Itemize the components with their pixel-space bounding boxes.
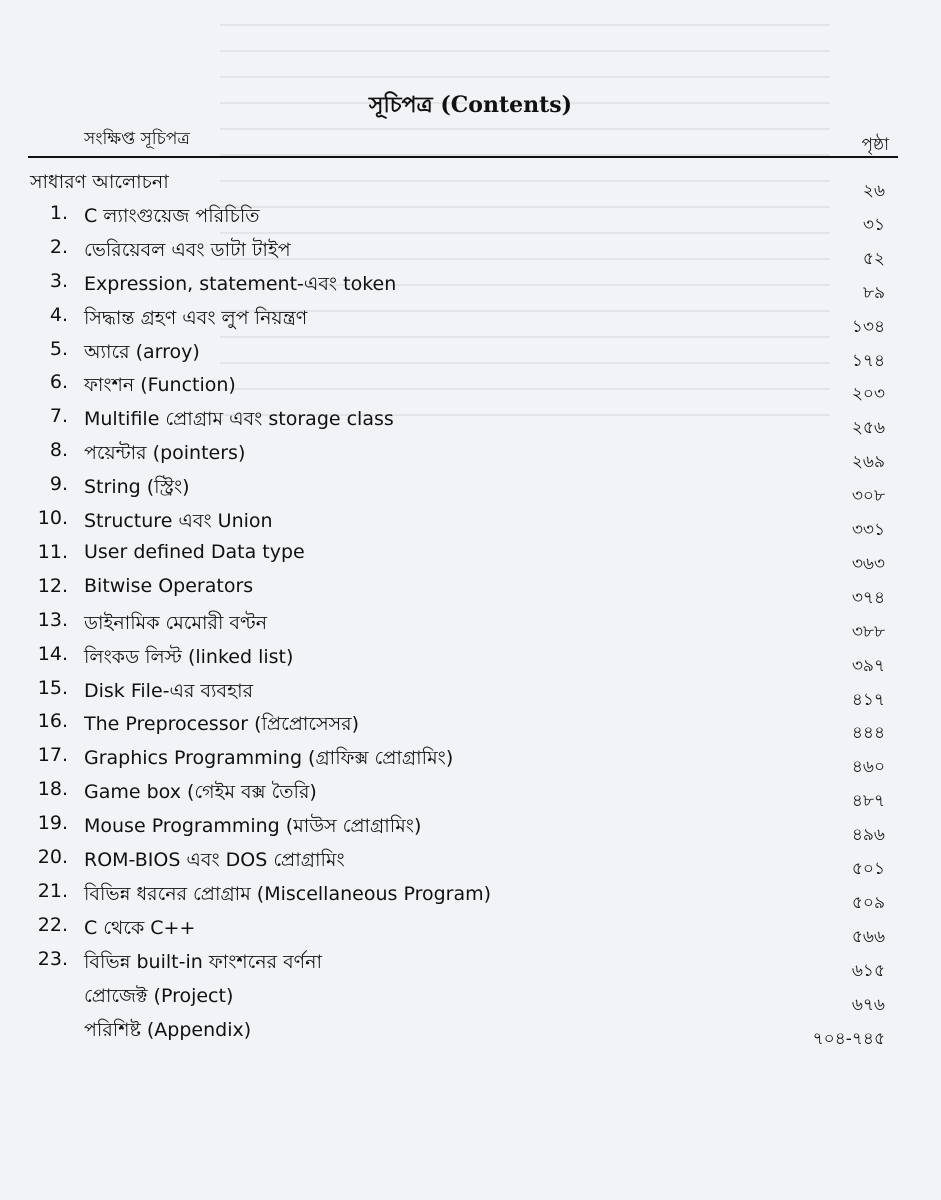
toc-entry	[0, 371, 941, 405]
chapter-title: পরিশিষ্ট (Appendix)	[84, 1018, 252, 1041]
toc-entry	[0, 643, 941, 677]
toc-entry	[0, 507, 941, 541]
chapter-title: অ্যারে (arroy)	[84, 340, 200, 363]
chapter-title: প্রোজেক্ট (Project)	[84, 984, 234, 1007]
page-number: ২৬৯	[851, 452, 885, 473]
chapter-title: Disk File-এর ব্যবহার	[84, 679, 254, 702]
toc-entry	[0, 677, 941, 711]
chapter-number: 1.	[49, 201, 68, 224]
toc-entry	[0, 880, 941, 914]
chapter-number: 2.	[49, 235, 68, 258]
chapter-number: 6.	[49, 371, 68, 394]
toc-entry	[0, 338, 941, 372]
chapter-title: C থেকে C++	[84, 916, 196, 939]
chapter-title: বিভিন্ন ধরনের প্রোগ্রাম (Miscellaneous Program)	[84, 882, 492, 905]
chapter-number: 18.	[37, 778, 68, 801]
toc-entry	[0, 710, 941, 744]
toc-entry	[0, 1016, 941, 1050]
toc-entry	[0, 948, 941, 982]
page-number: ৩৯৭	[851, 655, 885, 676]
chapter-number: 8.	[49, 439, 68, 462]
page-number: ৪১৭	[851, 689, 885, 710]
chapter-title: সিদ্ধান্ত গ্রহণ এবং লুপ নিয়ন্ত্রণ	[84, 306, 308, 329]
toc-heading: সংক্ষিপ্ত সূচিপত্র	[84, 129, 190, 149]
page-number: ৩৮৮	[851, 621, 885, 642]
page-number: ৬৭৬	[851, 994, 885, 1015]
chapter-number: 21.	[37, 879, 68, 902]
page-number: ২৫৬	[851, 418, 885, 439]
toc-entry	[0, 982, 941, 1016]
page-number: ৩৭৪	[851, 587, 885, 608]
chapter-title: Expression, statement-এবং token	[84, 272, 397, 295]
page-number: ৪৮৭	[851, 791, 885, 812]
page-number: ৫০১	[851, 859, 885, 879]
page-number: ৪৪৪	[851, 723, 885, 744]
chapter-title: String (স্ট্রিং)	[84, 476, 190, 499]
page-number: ৩০৮	[851, 486, 885, 507]
toc-entry	[0, 846, 941, 880]
toc-entry	[0, 168, 941, 202]
chapter-number: 5.	[49, 337, 68, 360]
page-number: ৫৬৬	[851, 926, 885, 947]
page-number: ৪৬০	[851, 757, 885, 778]
page-number: ২৬	[862, 181, 885, 201]
chapter-number: 15.	[37, 676, 68, 699]
page-number: ৮৯	[862, 282, 885, 303]
chapter-number: 11.	[37, 540, 68, 563]
chapter-title: ভেরিয়েবল এবং ডাটা টাইপ	[84, 238, 291, 261]
page-number: ১৭৪	[851, 350, 885, 371]
chapter-number: 19.	[37, 812, 68, 835]
page-number: ৭০৪-৭৪৫	[812, 1028, 885, 1049]
toc-entry	[0, 439, 941, 473]
toc-entry	[0, 236, 941, 270]
chapter-number: 12.	[37, 574, 68, 597]
chapter-title: C ল্যাংগুয়েজ পরিচিতি	[84, 204, 260, 227]
chapter-title: সাধারণ আলোচনা	[30, 171, 169, 193]
chapter-number: 10.	[37, 507, 68, 529]
chapter-number: 7.	[49, 405, 68, 428]
page-number: ৩৩১	[851, 520, 885, 540]
chapter-title: পয়েন্টার (pointers)	[84, 442, 246, 465]
page-number: ৫০৯	[851, 892, 885, 913]
chapter-title: ডাইনামিক মেমোরী বণ্টন	[84, 611, 268, 634]
chapter-number: 20.	[37, 846, 68, 868]
chapter-number: 9.	[49, 473, 68, 496]
page-number: ১৩৪	[851, 316, 885, 337]
chapter-number: 14.	[37, 642, 68, 665]
chapter-number: 13.	[37, 608, 68, 631]
chapter-title: The Preprocessor (প্রিপ্রোসেসর)	[84, 713, 360, 736]
toc-entry	[0, 812, 941, 846]
chapter-number: 4.	[49, 303, 68, 326]
chapter-number: 3.	[49, 269, 68, 292]
chapter-number: 23.	[37, 947, 68, 970]
page-title: সূচিপত্র (Contents)	[368, 92, 573, 118]
chapter-title: User defined Data type	[84, 540, 305, 563]
chapter-number: 22.	[37, 913, 68, 936]
header-divider	[28, 156, 898, 158]
toc-entry	[0, 744, 941, 778]
page-number: ৩১	[862, 214, 885, 235]
toc-entry	[0, 575, 941, 609]
toc-entry	[0, 914, 941, 948]
chapter-title: ROM-BIOS এবং DOS প্রোগ্রামিং	[84, 849, 345, 871]
page-number: ৬১৫	[851, 960, 885, 981]
toc-entry	[0, 270, 941, 304]
chapter-title: Game box (গেইম বক্স তৈরি)	[84, 781, 317, 804]
toc-entry	[0, 778, 941, 812]
page-number: ৪৯৬	[851, 825, 885, 846]
toc-entry	[0, 202, 941, 236]
page-number: ৫২	[862, 248, 885, 269]
chapter-title: Graphics Programming (গ্রাফিক্স প্রোগ্রামিং)	[84, 747, 454, 770]
chapter-title: Structure এবং Union	[84, 510, 273, 532]
chapter-title: Multifile প্রোগ্রাম এবং storage class	[84, 408, 394, 431]
page-column-heading: পৃষ্ঠা	[861, 135, 889, 155]
chapter-title: Mouse Programming (মাউস প্রোগ্রামিং)	[84, 815, 422, 838]
toc-entry	[0, 609, 941, 643]
toc-entry	[0, 304, 941, 338]
chapter-number: 17.	[37, 744, 68, 767]
chapter-number: 16.	[37, 710, 68, 733]
chapter-title: ফাংশন (Function)	[84, 374, 236, 397]
chapter-title: Bitwise Operators	[84, 574, 254, 597]
toc-entry	[0, 473, 941, 507]
chapter-title: লিংকড লিস্ট (linked list)	[84, 645, 294, 668]
chapter-title: বিভিন্ন built-in ফাংশনের বর্ণনা	[84, 950, 323, 973]
toc-entry	[0, 541, 941, 575]
page-number: ৩৬৩	[851, 553, 885, 574]
page-number: ২০৩	[851, 384, 885, 405]
toc-entry	[0, 405, 941, 439]
